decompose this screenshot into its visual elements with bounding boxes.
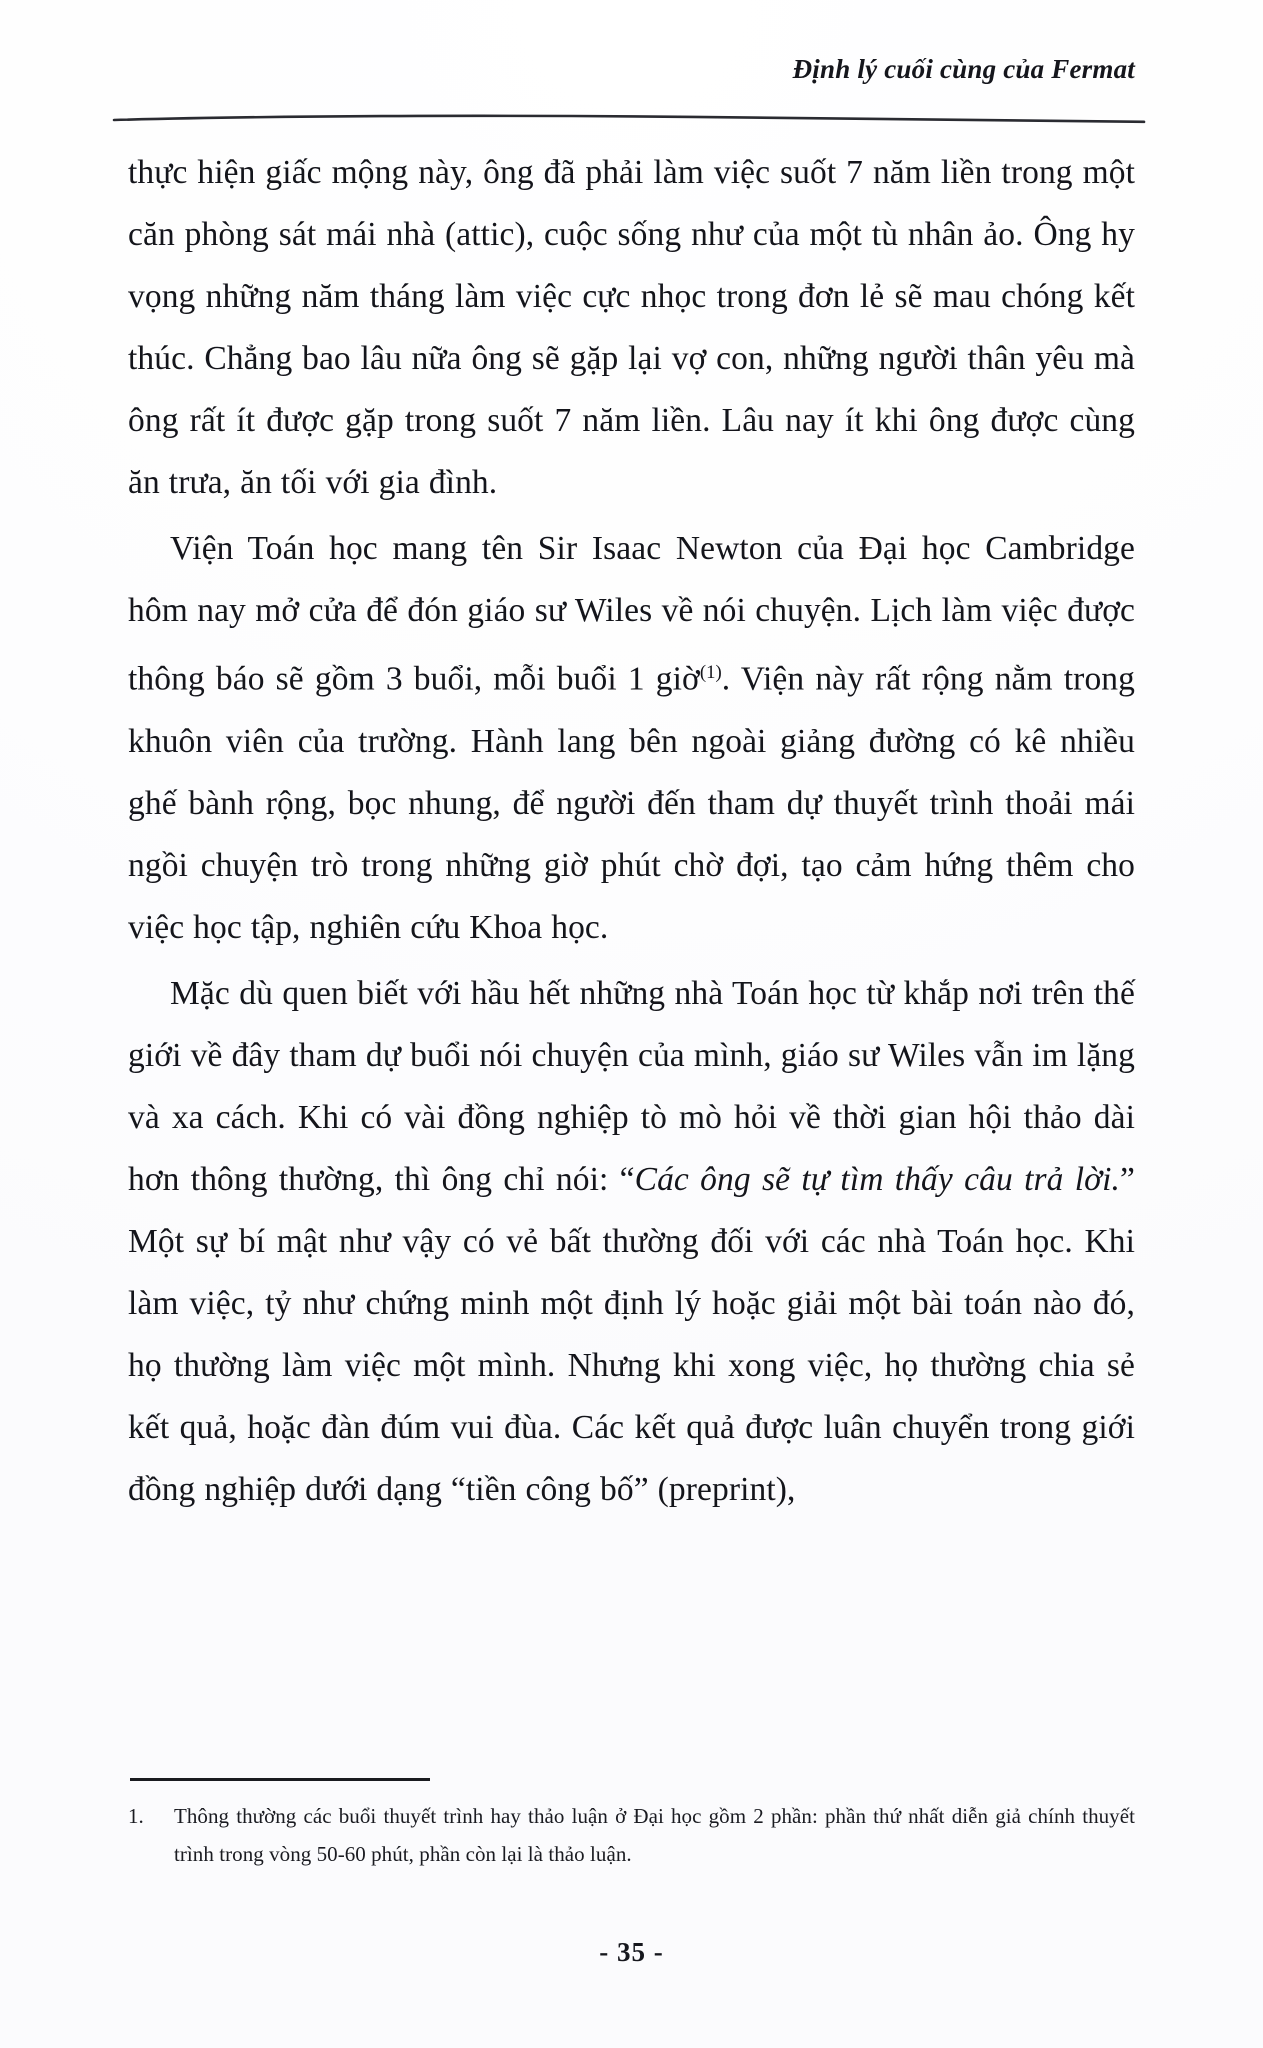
paragraph-2-part-2: . Viện này rất rộng nằm trong khuôn viên của trường. Hành lang bên ngoài giảng đường có kê nhiều ghế bành rộng, bọc nhung, để người đến tham dự thuyết trình thoải mái ngồi chuyện trò trong những giờ phút chờ đợi, tạo cảm hứng thêm cho việc học tập, nghiên cứu Khoa học. bbox=[128, 660, 1135, 946]
paragraph-1: thực hiện giấc mộng này, ông đã phải làm việc suốt 7 năm liền trong một căn phòng sát mái nhà (attic), cuộc sống như của một tù nhân ảo. Ông hy vọng những năm tháng làm việc cực nhọc trong đơn lẻ sẽ mau chóng kết thúc. Chẳng bao lâu nữa ông sẽ gặp lại vợ con, những người thân yêu mà ông rất ít được gặp trong suốt 7 năm liền. Lâu nay ít khi ông được cùng ăn trưa, ăn tối với gia đình. bbox=[128, 154, 1135, 501]
paragraph-3-quote: Các ông sẽ tự tìm thấy câu trả lời. bbox=[634, 1160, 1121, 1198]
footnote-reference-1[interactable]: (1) bbox=[699, 662, 722, 683]
footnote-entry bbox=[128, 1797, 1135, 1873]
paragraph-3-part-2: ” Một sự bí mật như vậy có vẻ bất thường đối với các nhà Toán học. Khi làm việc, tỷ như chứng minh một định lý hoặc giải một bài toán nào đó, họ thường làm việc một mình. Nhưng khi xong việc, họ thường chia sẻ kết quả, hoặc đàn đúm vui đùa. Các kết quả được luân chuyển trong giới đồng nghiệp dưới dạng “tiền công bố” (preprint), bbox=[128, 1160, 1135, 1508]
page-content bbox=[128, 0, 1135, 2048]
footnote-text: Thông thường các buổi thuyết trình hay thảo luận ở Đại học gồm 2 phần: phần thứ nhất diễn giả chính thuyết trình trong vòng 50-60 phút, phần còn lại là thảo luận. bbox=[174, 1804, 1135, 1866]
header-title: Định lý cuối cùng của Fermat bbox=[792, 54, 1135, 84]
footnote-block bbox=[128, 1778, 1135, 1873]
paragraph-3 bbox=[128, 963, 1135, 1521]
body-text bbox=[128, 142, 1135, 1525]
page-number: - 35 - bbox=[599, 1937, 664, 1967]
paragraph-2 bbox=[128, 518, 1135, 959]
footnote-number: 1. bbox=[128, 1804, 144, 1828]
running-header bbox=[128, 54, 1135, 134]
paragraph-3-part-1: Mặc dù quen biết với hầu hết những nhà Toán học từ khắp nơi trên thế giới về đây tham dự buổi nói chuyện của mình, giáo sư Wiles vẫn im lặng và xa cách. Khi có vài đồng nghiệp tò mò hỏi về thời gian hội thảo dài hơn thông thường, thì ông chỉ nói: “ bbox=[128, 974, 1135, 1198]
paragraph-2-part-1: Viện Toán học mang tên Sir Isaac Newton của Đại học Cambridge hôm nay mở cửa để đón giáo sư Wiles về nói chuyện. Lịch làm việc được thông báo sẽ gồm 3 buổi, mỗi buổi 1 giờ bbox=[128, 530, 1135, 698]
header-rule bbox=[112, 114, 1146, 124]
footnote-separator-rule bbox=[130, 1778, 430, 1781]
